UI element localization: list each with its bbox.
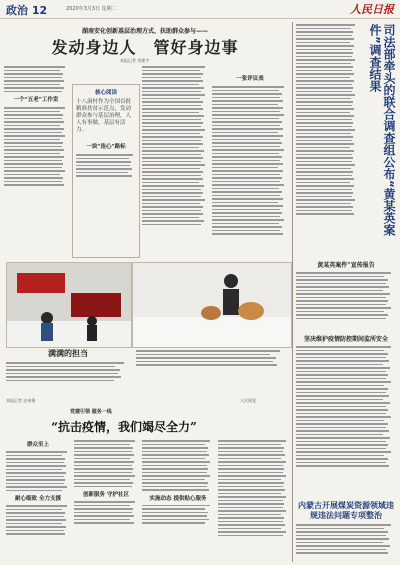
column-divider: [292, 22, 293, 562]
lead-body-col4: [212, 66, 288, 256]
right-subhead-security: 坚决维护疫情防控期间监所安全: [303, 336, 388, 343]
bottom-col1: [6, 440, 70, 562]
photo-caption: 满满的担当: [48, 348, 88, 358]
bottom-kicker: 党建引领 服务一线: [70, 409, 112, 415]
bottom-col3: [142, 440, 214, 562]
right-body-bottom: [296, 346, 396, 496]
bottom-subhead-2: 耐心细致 全力支援: [15, 496, 61, 502]
subhead-two: 一块“连心”路标: [86, 144, 126, 150]
lead-subtitle: 湖南安化创新基层治理方式、扶助群众参与——: [81, 28, 208, 35]
right-subhead-report: 黄某英案件”宣传报告: [317, 262, 375, 269]
masthead-bar: [0, 0, 400, 19]
bottom-col4: [218, 440, 290, 562]
lead-headline: 发动身边人 管好身边事: [51, 38, 239, 57]
core-reading-box: [72, 84, 140, 258]
bottom-right-body: [296, 524, 396, 562]
right-body-mid: [296, 272, 396, 332]
lead-body-col1: [4, 66, 68, 256]
issue-date: 2020年3月3日 星期二: [66, 6, 117, 12]
section-title: 政治 12: [6, 4, 48, 17]
bottom-subhead-1: 群众至上: [26, 442, 49, 448]
subhead-one: 一个“五老”工作室: [13, 97, 59, 103]
core-reading-text: 十八洞村作为全国首批精准扶贫示范点，发动群众参与基层治理，人人有事做，基层有活力。: [76, 99, 132, 133]
snow-delivery-image: [133, 263, 291, 347]
photo-credit-right: 人民视觉: [240, 398, 256, 403]
photo-caption-text-right: [136, 350, 288, 382]
newspaper-logo: 人民日报: [350, 3, 394, 16]
right-vertical-headline: 司法部牵头的联合调查组公布“黄某英案件”调查结果: [368, 24, 396, 236]
bottom-headline: “抗击疫情，我们竭尽全力”: [51, 420, 197, 434]
lead-byline: 本报记者 刘维宇: [120, 58, 150, 63]
bottom-subhead-4: 实施动态 提供贴心服务: [149, 495, 207, 502]
photo-right: [132, 262, 292, 348]
bottom-col2: [74, 440, 138, 562]
photo-credit-left: 本报记者 史伟摄: [6, 398, 36, 403]
bottom-subhead-3: 创新服务 守护社区: [83, 492, 129, 498]
winter-street-image: [7, 263, 131, 347]
core-reading-heading: 核心阅读: [94, 90, 117, 96]
photo-caption-text-left: [6, 362, 130, 396]
lead-body-col3: [142, 66, 208, 256]
photo-left: [6, 262, 132, 348]
right-body-top: [296, 24, 358, 254]
quote-body-lines: [73, 154, 139, 177]
subhead-three: 一张评议表: [236, 76, 264, 82]
bottom-right-headline: 内蒙古开展煤炭资源领域违规违法问题专项整治: [298, 500, 394, 520]
